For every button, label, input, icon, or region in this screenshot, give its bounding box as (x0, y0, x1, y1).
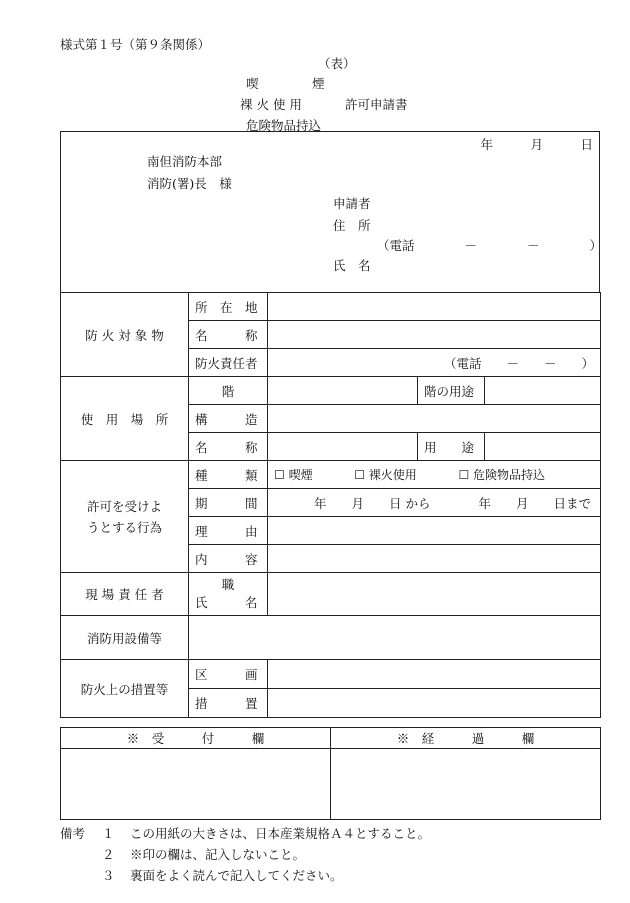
note-number-1: １ (102, 826, 115, 841)
kind-label: 種 類 (189, 461, 268, 489)
section-field[interactable] (268, 660, 601, 689)
fire-manager-label: 防火責任者 (189, 349, 268, 377)
fire-name-field[interactable] (268, 321, 601, 349)
site-manager-field[interactable] (268, 573, 601, 616)
equipment-field[interactable] (189, 616, 601, 660)
measures-label: 防火上の措置等 (61, 660, 189, 718)
act-label (61, 461, 189, 573)
option-hazard-goods-checkbox[interactable]: ☐ 危険物品持込 (458, 468, 546, 482)
progress-field (331, 749, 601, 820)
period-to: 年 月 日まで (478, 495, 591, 511)
addressee-hq: 南但消防本部 (147, 154, 223, 169)
fire-target-label: 防 火 対 象 物 (61, 293, 189, 377)
permit-table (60, 292, 601, 718)
usage-label: 用 途 (418, 433, 485, 461)
act-label-line-1: 許可を受けよ (86, 498, 162, 514)
fire-manager-field[interactable]: （電話 － － ） (268, 349, 601, 377)
site-title-line-1: 職 (221, 577, 235, 592)
location-field[interactable] (268, 293, 601, 321)
applicant-label: 申請者 (333, 196, 371, 211)
note-text-1: この用紙の大きさは、日本産業規格Ａ４とすること。 (130, 826, 431, 841)
title-hazardous-goods: 危険物品持込 (246, 118, 322, 133)
content-label: 内 容 (189, 545, 268, 573)
period-field[interactable] (268, 489, 601, 517)
date-field[interactable]: 年 月 日 (480, 137, 593, 152)
applicant-phone-field[interactable]: （電話 － － ） (377, 238, 603, 253)
note-number-3: ３ (102, 868, 115, 883)
form-number: 様式第１号（第９条関係） (60, 37, 211, 52)
floor-use-field[interactable] (485, 377, 601, 405)
option-smoking-checkbox[interactable]: ☐ 喫煙 (274, 468, 313, 482)
place-name-label: 名 称 (189, 433, 268, 461)
place-name-field[interactable] (268, 433, 418, 461)
period-from: 年 月 日 から (314, 495, 431, 511)
site-title-line-2: 氏 名 (195, 595, 258, 610)
fire-name-label: 名 称 (189, 321, 268, 349)
progress-header: ※ 経 過 欄 (331, 728, 601, 749)
title-smoking-b: 煙 (312, 76, 325, 91)
measure-label: 措 置 (189, 689, 268, 718)
act-label-line-2: うとする行為 (86, 519, 162, 535)
title-open-fire: 裸 火 使 用 (240, 97, 302, 112)
location-label: 所 在 地 (189, 293, 268, 321)
applicant-section (60, 131, 603, 293)
note-text-3: 裏面をよく読んで記入してください。 (130, 868, 343, 883)
note-number-2: ２ (102, 847, 115, 862)
notes-heading: 備考 (60, 826, 86, 841)
front-side-label: （表） (318, 56, 356, 71)
section-label: 区 画 (189, 660, 268, 689)
applicant-address-field[interactable]: 住 所 (333, 218, 371, 233)
kind-options (268, 461, 601, 489)
option-open-fire-checkbox[interactable]: ☐ 裸火使用 (354, 468, 417, 482)
content-field[interactable] (268, 545, 601, 573)
title-permit-application: 許可申請書 (345, 97, 408, 112)
equipment-label: 消防用設備等 (61, 616, 189, 660)
site-manager-label: 現 場 責 任 者 (61, 573, 189, 616)
title-smoking-a: 喫 (246, 76, 259, 91)
measure-field[interactable] (268, 689, 601, 718)
applicant-name-field[interactable]: 氏 名 (333, 258, 371, 273)
note-text-2: ※印の欄は、記入しないこと。 (130, 847, 306, 862)
structure-label: 構 造 (189, 405, 268, 433)
reception-field (61, 749, 331, 820)
reception-header: ※ 受 付 欄 (61, 728, 331, 749)
addressee-chief: 消防(署)長 様 (147, 176, 232, 191)
period-label: 期 間 (189, 489, 268, 517)
place-label: 使 用 場 所 (61, 377, 189, 461)
site-title-label (189, 573, 268, 616)
floor-use-label: 階の用途 (418, 377, 485, 405)
structure-field[interactable] (268, 405, 601, 433)
floor-label: 階 (189, 377, 268, 405)
reason-label: 理 由 (189, 517, 268, 545)
floor-field[interactable] (268, 377, 418, 405)
office-use-table (60, 727, 601, 820)
reason-field[interactable] (268, 517, 601, 545)
usage-field[interactable] (485, 433, 601, 461)
